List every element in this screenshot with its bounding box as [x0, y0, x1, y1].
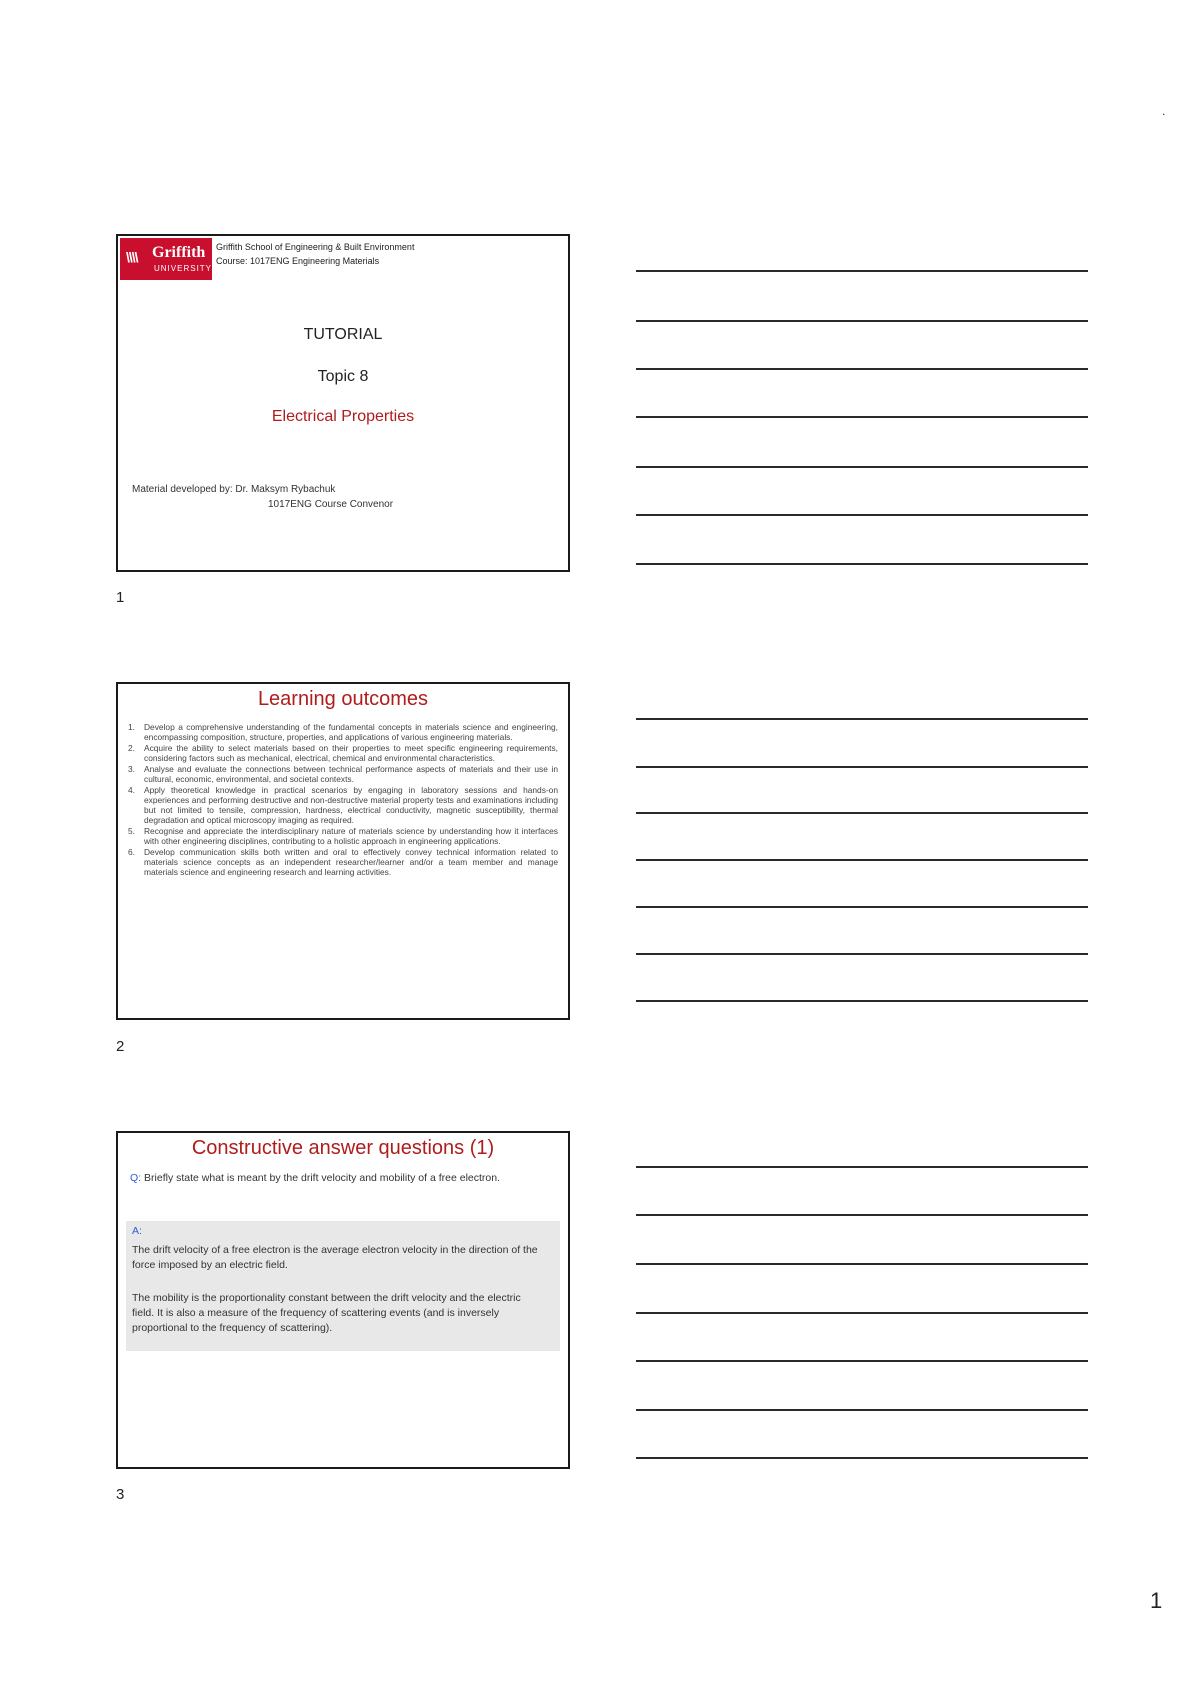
- note-line: [636, 859, 1088, 861]
- note-line: [636, 766, 1088, 768]
- slide-2: [116, 682, 570, 1020]
- question-label: Q:: [130, 1172, 142, 1184]
- list-item: 6. Develop communication skills both written and oral to effectively convey technical information related to materials science concepts as an independent researcher/learner and/or a team member and manage materials science and engineering research and learning activities.: [128, 847, 558, 877]
- logo-university: UNIVERSITY: [154, 264, 213, 273]
- question: [130, 1171, 558, 1186]
- slide-title: Learning outcomes: [257, 688, 429, 710]
- note-line: [636, 270, 1088, 272]
- note-line: [636, 906, 1088, 908]
- page-number: 1: [1150, 1588, 1163, 1613]
- note-line: [636, 1214, 1088, 1216]
- topic-label: Topic 8: [317, 368, 369, 385]
- note-line: [636, 1263, 1088, 1265]
- note-line: [636, 368, 1088, 370]
- tutorial-heading: TUTORIAL: [303, 326, 383, 343]
- slide-number-3: 3: [116, 1486, 125, 1503]
- learning-outcomes-list: [128, 722, 558, 878]
- list-item: 4. Apply theoretical knowledge in practical scenarios by engaging in laboratory sessions and hands-on experiences and performing destructive and non-destructive material property tests and examinations including but not limited to tensile, compression, hardness, electrical conductivity, magnetic susceptibility, thermal degradation and optical microscopy imaging as required.: [128, 785, 558, 825]
- note-line: [636, 718, 1088, 720]
- author-role: 1017ENG Course Convenor: [268, 499, 394, 510]
- griffith-logo: [120, 238, 212, 280]
- note-line: [636, 1000, 1088, 1002]
- slide-number-2: 2: [116, 1038, 125, 1055]
- developed-by: Material developed by: Dr. Maksym Rybachuk: [132, 484, 336, 495]
- logo-brand: Griffith: [152, 244, 206, 261]
- note-line: [636, 1312, 1088, 1314]
- topic-subject: Electrical Properties: [271, 408, 415, 425]
- note-line: [636, 1409, 1088, 1411]
- note-line: [636, 1360, 1088, 1362]
- slide-1: [116, 234, 570, 572]
- course-name: Course: 1017ENG Engineering Materials: [216, 256, 380, 266]
- answer-box: [126, 1221, 560, 1351]
- slide-title: Constructive answer questions (1): [191, 1137, 495, 1159]
- question-text: Briefly state what is meant by the drift velocity and mobility of a free electron.: [144, 1172, 501, 1184]
- list-item: 5. Recognise and appreciate the interdisciplinary nature of materials science by understanding how it interfaces with other engineering disciplines, contributing to a holistic approach in engineering applications.: [128, 826, 558, 846]
- answer-paragraph-1: The drift velocity of a free electron is the average electron velocity in the direction of the force imposed by an electric field.: [132, 1244, 538, 1271]
- answer-paragraph-2: The mobility is the proportionality constant between the drift velocity and the electric field. It is also a measure of the frequency of scattering events (and is inversely proportional to the frequency of scattering).: [132, 1292, 521, 1334]
- slide-header: [118, 236, 568, 282]
- note-line: [636, 812, 1088, 814]
- note-line: [636, 514, 1088, 516]
- list-item: 1. Develop a comprehensive understanding of the fundamental concepts in materials science and engineering, encompassing composition, structure, properties, and applications of various engineering materials.: [128, 722, 558, 742]
- note-line: [636, 320, 1088, 322]
- page-marker: .: [1162, 104, 1166, 118]
- list-item: 2. Acquire the ability to select materials based on their properties to meet specific engineering requirements, considering factors such as mechanical, electrical, chemical and environmental characteristics.: [128, 743, 558, 763]
- note-line: [636, 1166, 1088, 1168]
- slide-number-1: 1: [116, 589, 125, 606]
- note-line: [636, 953, 1088, 955]
- answer-label: A:: [132, 1225, 142, 1237]
- note-line: [636, 416, 1088, 418]
- list-item: 3. Analyse and evaluate the connections between technical performance aspects of materials and their use in cultural, economic, environmental, and societal contexts.: [128, 764, 558, 784]
- note-line: [636, 563, 1088, 565]
- slide-3: [116, 1131, 570, 1469]
- note-line: [636, 1457, 1088, 1459]
- school-name: Griffith School of Engineering & Built Environment: [216, 242, 415, 252]
- note-line: [636, 466, 1088, 468]
- logo-mark-icon: \\\\: [126, 249, 138, 265]
